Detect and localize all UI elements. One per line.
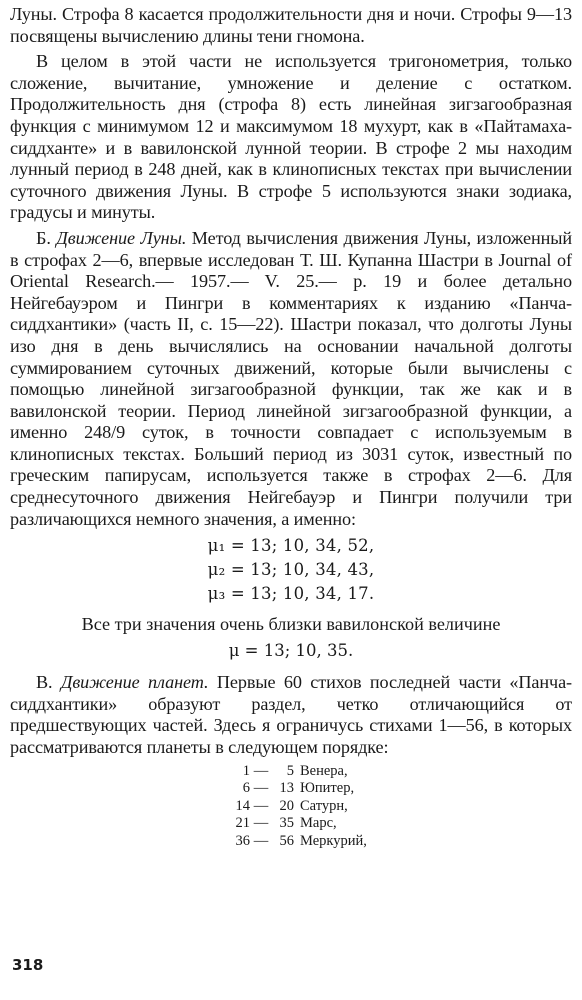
section-label-v: В. (36, 672, 53, 693)
page-body (10, 4, 572, 850)
list-item (228, 798, 572, 816)
mean-motion-formulas (10, 534, 572, 606)
verse-end: 35 (279, 815, 294, 832)
range-dash: — (253, 832, 269, 849)
planet-name: Венера, (300, 762, 348, 779)
list-item (228, 815, 572, 833)
planet-name: Марс, (300, 815, 337, 832)
range-dash: — (253, 762, 269, 779)
verse-start: 14 (235, 797, 250, 814)
range-dash: — (253, 815, 269, 832)
list-item (228, 833, 572, 851)
planet-list (228, 763, 572, 851)
section-label-b: Б. (36, 227, 51, 248)
babylonian-comparison: Все три значения очень близки вавилонской величине (81, 614, 501, 635)
paragraph-trigonometry: В целом в этой части не используется тригонометрия, только сложение, вычитание, умножение и деление с остатком. Продолжительность дня (строфа 8) есть линейная зигзагообразная функция с минимумом 12 и максимумом 18 мухурт, как в «Пайтамаха-сиддханте» и в вавилонской лунной теории. В строфе 2 мы находим лунный период в 248 дней, как в клинописных текстах при вычислении суточного движения Луны. В строфе 5 используются знаки зодиака, градусы и минуты. (10, 51, 572, 223)
planet-name: Меркурий, (300, 832, 367, 849)
list-item (228, 780, 572, 798)
moon-motion-text: Метод вычисления движения Луны, изложенный в строфах 2—6, впервые исследован Т. Ш. Купанна Шастри в Journal of Oriental Research.— 1957.— V. 25.— p. 19 и более детально Нейгебауэром и Пингри в комментариях к изданию «Панча-сиддхантики» (часть II, с. 15—22). Шастри показал, что долготы Луны изо дня в день вычислялись на основании начальной долготы суммированием суточных движений, которые были вычислены с помощью линейной зигзагообразной функции, так же как и в вавилонской теории. Период линейной зигзагообразной функции, а именно 248/9 суток, в точности совпадает с используемым в клинописных текстах. Больший период из 3031 суток, известный по греческим папирусам, используется также в строфах 2—6. Для среднесуточного движения Нейгебауэр и Пингри получили три различающихся немного значения, а именно: (10, 227, 572, 529)
range-dash: — (253, 797, 269, 814)
formula-babylonian: μ = 13; 10, 35. (228, 641, 354, 661)
verse-end: 56 (279, 832, 294, 849)
section-heading-moon: Движение Луны. (56, 227, 187, 248)
planet-motion-text: Первые 60 стихов последней части «Панча-сиддхантики» образуют раздел, четко отличающийся от предшествующих частей. Здесь я ограничусь стихами 1—56, в которых рассматриваются планеты в следующем порядке: (10, 672, 572, 758)
section-heading-planets: Движение планет. (60, 672, 209, 693)
verse-start: 1 (242, 762, 250, 779)
paragraph-moon-motion (10, 228, 572, 530)
formula-mu2: μ₂ = 13; 10, 34, 43, (207, 560, 375, 580)
list-item (228, 763, 572, 781)
range-dash: — (253, 780, 269, 797)
formula-mu3: μ₃ = 13; 10, 34, 17. (207, 584, 375, 604)
verse-end: 13 (279, 780, 294, 797)
verse-end: 5 (286, 762, 294, 779)
paragraph-continuation: Луны. Строфа 8 касается продолжительности дня и ночи. Строфы 9—13 посвящены вычислению длины тени гномона. (10, 4, 572, 46)
formula-mu1: μ₁ = 13; 10, 34, 52, (207, 536, 375, 556)
verse-end: 20 (279, 797, 294, 814)
verse-start: 6 (242, 780, 250, 797)
planet-name: Сатурн, (300, 797, 348, 814)
paragraph-planet-motion (10, 672, 572, 758)
verse-start: 36 (235, 832, 250, 849)
planet-name: Юпитер, (300, 780, 355, 797)
verse-start: 21 (235, 815, 250, 832)
page-number: 318 (12, 956, 44, 974)
